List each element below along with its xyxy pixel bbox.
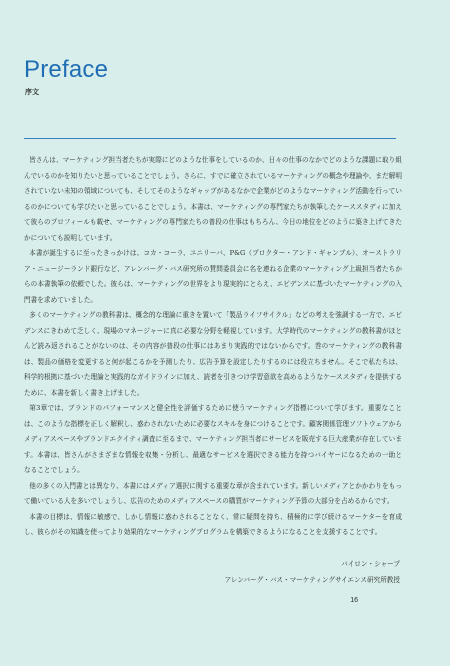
author-name: バイロン・シャープ bbox=[341, 560, 400, 568]
body-paragraph: 第3章では、ブランドのパフォーマンスと健全性を評価するために使うマーケティング指標について学びます。重要なことは、このような指標を正しく解釈し、惑わされないために必要なスキルを身につけることです。顧客関係管理ソフトウェアからメディアスペースやブランドエクイティ調査に至るまで、マーケティング担当者にサービスを販売する巨大産業が存在しています。本書は、皆さんがさまざまな情報を収集・分析し、最適なサービスを選択できる能力を持つバイヤーになるための一助となることでしょう。 bbox=[24, 404, 402, 474]
body-paragraph: 他の多くの入門書とは異なり、本書にはメディア選択に関する重要な章が含まれています。新しいメディアとかかわりをもって働いている人を多いでしょうし、広告のためのメディアスペースの購買がマーケティング予算の大部分を占めるからです。 bbox=[24, 481, 402, 505]
body-paragraph: 本書が誕生するに至ったきっかけは、コカ・コーラ、ユニリーバ、P&G（プロクター・アンド・ギャンブル）、オーストラリア・ニュージーランド銀行など、アレンバーグ・バス研究所の賛問委員会に名を連ねる企業のマーケティング上級担当者たちからの本書執筆の依頼でした。彼らは、マーケティングの世界をより現実的にとらえ、エビデンスに基づいたマーケティングの入門書を求めていました。 bbox=[24, 249, 402, 304]
page-number: 16 bbox=[350, 597, 358, 604]
page-title: Preface bbox=[24, 56, 109, 83]
author-signature bbox=[225, 556, 400, 588]
body-paragraph: 皆さんは、マーケティング担当者たちが実際にどのような仕事をしているのか、日々の仕事のなかでどのような課題に取り組んでいるのかを知りたいと思っていることでしょう。さらに、すでに確立されているマーケティングの概念や理論や、まだ解明されていない未知の領域についても、そしてそのようなギャップがあるなかで企業がどのようなマーケティング活動を行っているのかについても学びたいと思っていることでしょう。本書は、マーケティングの専門家たちが執筆したケーススタディに加えて彼らのプロフィールも載せ、マーケティングの専門家たちの普段の仕事はもちろん、今日の地位をどのように築き上げてきたかについても説明しています。 bbox=[24, 156, 402, 242]
body-paragraph: 多くのマーケティングの教科書は、概念的な理論に重きを置いて「製品ライフサイクル」などの考えを強調する一方で、エビデンスにきわめて乏しく、現場のマネージャーに真に必要な分野を軽視しています。大学時代のマーケティングの教科書がほとんど読み返されることがないのは、その内容が普段の仕事にはあまり実践的ではないからです。巻のマーケティングの教科書は、製品の価格を変更すると何が起こるかを予測したり、広告予算を設定したりするのには役立ちません。そこで私たちは、科学的根拠に基づいた理論と実践的なガイドラインに加え、読者を引きつけ学習意欲を高めるようなケーススタディを提供するために、本書を新しく書き上げました。 bbox=[24, 311, 402, 397]
preface-body bbox=[24, 153, 402, 541]
title-divider bbox=[24, 138, 396, 139]
body-paragraph: 本書の目標は、情報に敏感で、しかし情報に惑わされることなく、常に疑問を持ち、積極的に学び続けるマーケターを育成し、彼らがその知識を使ってより効果的なマーケティングプログラムを構築できるようになることを支援することです。 bbox=[24, 512, 402, 536]
author-affiliation: アレンバーグ・バス・マーケティングサイエンス研究所教授 bbox=[224, 576, 400, 584]
page-subtitle: 序文 bbox=[25, 88, 39, 96]
